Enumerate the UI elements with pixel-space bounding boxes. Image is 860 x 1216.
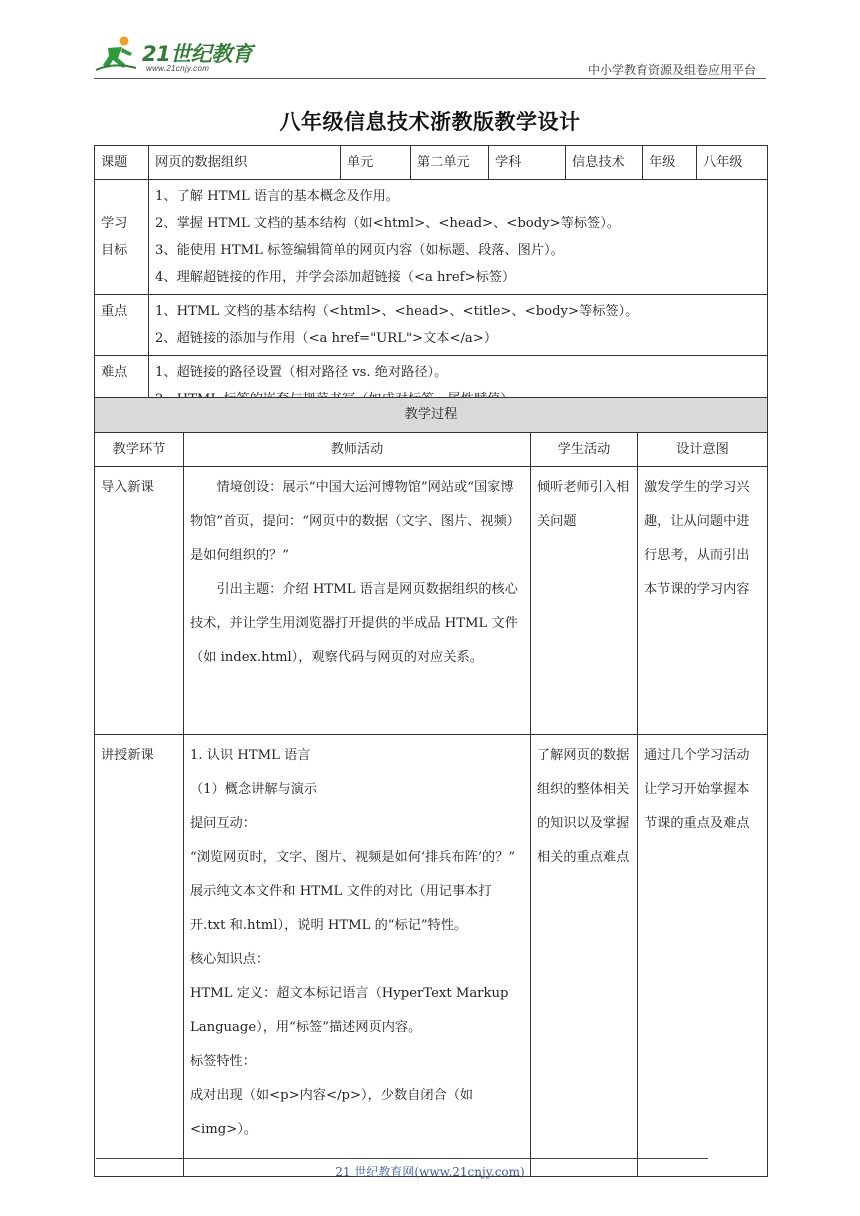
process-header-row [95, 433, 768, 467]
teacher-paragraph: 成对出现（如<p>内容</p>），少数自闭合（如<img>）。 [190, 1088, 474, 1137]
difficulty-item: 1、超链接的路径设置（相对路径 vs. 绝对路径）。 [155, 365, 448, 380]
subject-label: 学科 [489, 146, 566, 180]
goal-item: 4、理解超链接的作用，并学会添加超链接（<a href>标签） [155, 270, 516, 285]
key-item: 1、HTML 文档的基本结构（<html>、<head>、<title>、<body>等标签）。 [155, 304, 639, 319]
unit-value: 第二单元 [411, 146, 489, 180]
goal-item: 2、掌握 HTML 文档的基本结构（如<html>、<head>、<body>等标签）。 [155, 216, 620, 231]
process-row-intro [95, 467, 768, 735]
document-title: 八年级信息技术浙教版教学设计 [279, 109, 581, 134]
difficulty-label: 难点 [95, 356, 149, 417]
teacher-paragraph: 提问互动： [190, 816, 256, 831]
key-label: 重点 [95, 295, 149, 356]
goal-item: 1、了解 HTML 语言的基本概念及作用。 [155, 189, 399, 204]
info-row-topic [95, 146, 768, 180]
col-teacher: 教师活动 [184, 433, 531, 467]
stage-cell: 讲授新课 [95, 735, 184, 1177]
teacher-paragraph: 1. 认识 HTML 语言 [190, 748, 311, 763]
process-title: 教学过程 [95, 398, 768, 433]
student-cell: 倾听老师引入相关问题 [531, 467, 638, 735]
logo-text: 21世纪教育 [142, 42, 253, 66]
info-row-goals [95, 180, 768, 295]
col-student: 学生活动 [531, 433, 638, 467]
unit-label: 单元 [341, 146, 411, 180]
process-title-row [95, 398, 768, 433]
col-intent: 设计意图 [638, 433, 768, 467]
platform-name: 中小学教育资源及组卷应用平台 [587, 63, 756, 77]
teacher-paragraph: （1）概念讲解与演示 [190, 782, 318, 797]
logo-url: www.21cnjy.com [146, 64, 210, 73]
intent-cell: 激发学生的学习兴趣，让从问题中进行思考，从而引出本节课的学习内容 [638, 467, 768, 735]
topic-label: 课题 [95, 146, 149, 180]
header-divider [94, 78, 766, 79]
teacher-paragraph: 标签特性： [190, 1054, 256, 1069]
goals-label [95, 180, 149, 295]
info-table [94, 145, 768, 417]
process-table [94, 397, 768, 1177]
student-cell: 了解网页的数据组织的整体相关的知识以及掌握相关的重点难点 [531, 735, 638, 1177]
goals-label-line: 学习 [101, 216, 128, 231]
teacher-paragraph: 引出主题：介绍 HTML 语言是网页数据组织的核心技术，并让学生用浏览器打开提供的半成品 HTML 文件（如 index.html），观察代码与网页的对应关系。 [190, 582, 518, 665]
process-row-teach [95, 735, 768, 1177]
info-row-key [95, 295, 768, 356]
footer-text[interactable]: 21 世纪教育网(www.21cnjy.com) [335, 1165, 525, 1179]
stage-cell: 导入新课 [95, 467, 184, 735]
goals-content [149, 180, 768, 295]
col-stage: 教学环节 [95, 433, 184, 467]
key-content [149, 295, 768, 356]
intent-cell: 通过几个学习活动让学习开始掌握本节课的重点及难点 [638, 735, 768, 1177]
topic-value: 网页的数据组织 [149, 146, 341, 180]
grade-value: 八年级 [697, 146, 768, 180]
goals-label-line: 目标 [101, 243, 128, 258]
page-header [94, 30, 766, 78]
teacher-paragraph: 展示纯文本文件和 HTML 文件的对比（用记事本打开.txt 和.html），说明 HTML 的“标记”特性。 [190, 884, 492, 933]
grade-label: 年级 [643, 146, 697, 180]
key-item: 2、超链接的添加与作用（<a href="URL">文本</a>） [155, 331, 498, 346]
teacher-cell [184, 467, 531, 735]
teacher-paragraph: HTML 定义：超文本标记语言（HyperText Markup Language），用“标签”描述网页内容。 [190, 986, 509, 1035]
teacher-paragraph: 情境创设：展示“中国大运河博物馆”网站或“国家博物馆”首页，提问：“网页中的数据（文字、图片、视频）是如何组织的？” [190, 480, 520, 563]
teacher-cell [184, 735, 531, 1177]
footer-divider [96, 1158, 708, 1159]
runner-logo-icon [94, 34, 142, 74]
goal-item: 3、能使用 HTML 标签编辑简单的网页内容（如标题、段落、图片）。 [155, 243, 564, 258]
subject-value: 信息技术 [566, 146, 643, 180]
teacher-paragraph: “浏览网页时，文字、图片、视频是如何‘排兵布阵’的？” [190, 850, 516, 865]
teacher-paragraph: 核心知识点： [190, 952, 270, 967]
logo [94, 34, 264, 74]
